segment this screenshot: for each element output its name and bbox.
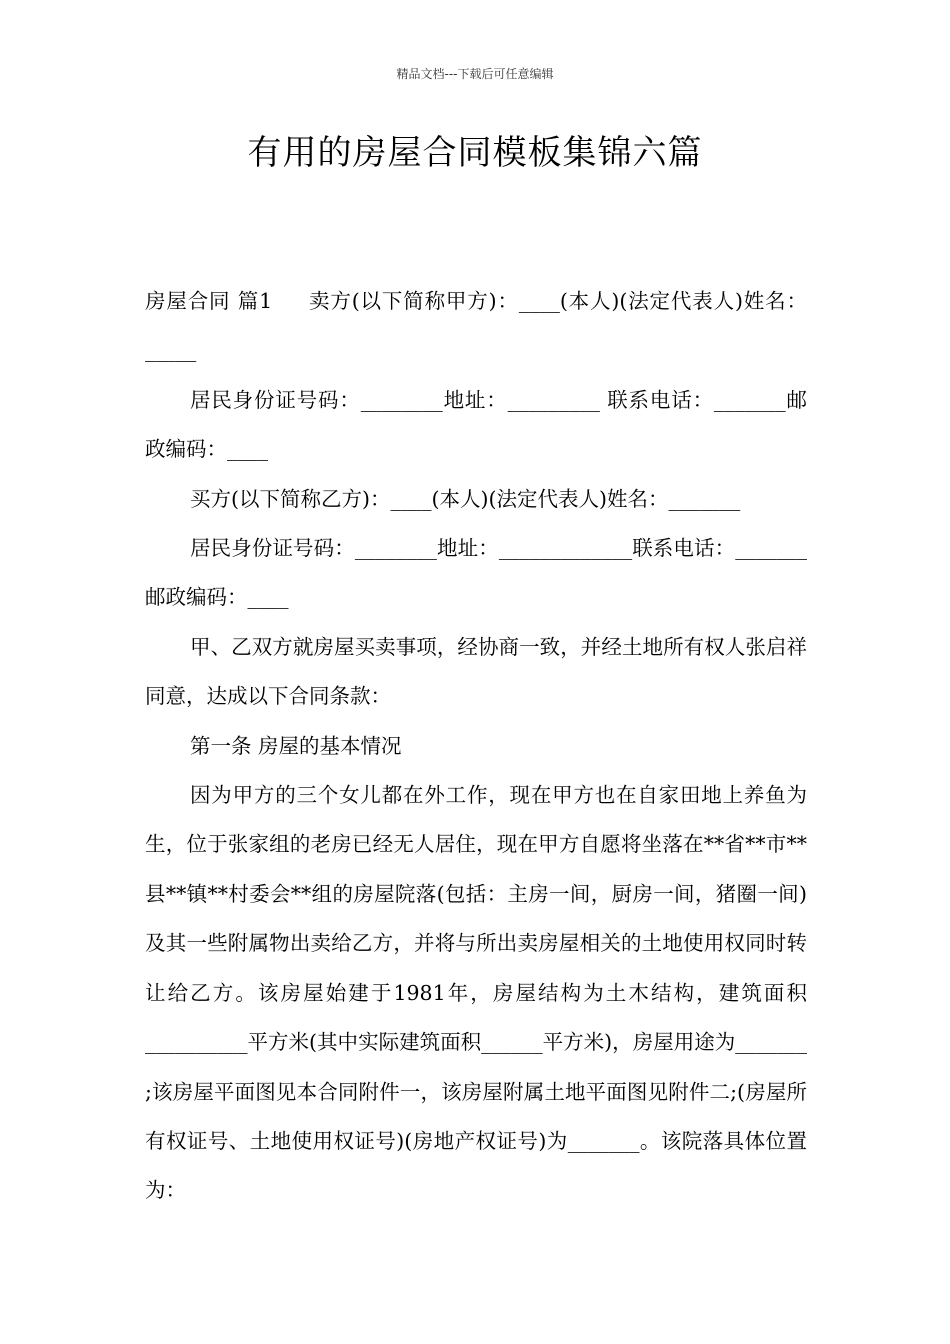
paragraph-seller-info (145, 277, 807, 376)
document-body (145, 277, 807, 1216)
article-one-heading: 第一条 房屋的基本情况 (190, 733, 402, 758)
document-title: 有用的房屋合同模板集锦六篇 (247, 133, 703, 173)
section-heading: 房屋合同 篇1 (145, 289, 273, 313)
paragraph-buyer-contact: 居民身份证号码：________地址：_____________联系电话：_______邮政编码：____ (145, 536, 807, 610)
seller-info-text: 卖方(以下简称甲方)：____(本人)(法定代表人)姓名：_____ (145, 289, 807, 363)
paragraph-property-details: 因为甲方的三个女儿都在外工作，现在甲方也在自家田地上养鱼为生，位于张家组的老房已经无人居住，现在甲方自愿将坐落在**省**市**县**镇**村委会**组的房屋院落(包括：主房一间，厨房一间，猪圈一间)及其一些附属物出卖给乙方，并将与所出卖房屋相关的土地使用权同时转让给乙方。该房屋始建于1981年，房屋结构为土木结构，建筑面积__________平方米(其中实际建筑面积______平方米)，房屋用途为_______ ;该房屋平面图见本合同附件一，该房屋附属土地平面图见附件二;(房屋所有权证号、土地使用权证号)(房地产权证号)为_______。该院落具体位置为： (145, 783, 807, 1203)
paragraph-agreement-intro: 甲、乙双方就房屋买卖事项，经协商一致，并经土地所有权人张启祥同意，达成以下合同条款： (145, 634, 807, 709)
header-note: 精品文档---下载后可任意编辑 (396, 67, 554, 81)
paragraph-seller-contact: 居民身份证号码：________地址：_________ 联系电话：_______邮政编码：____ (145, 387, 807, 462)
paragraph-buyer-info: 买方(以下简称乙方)：____(本人)(法定代表人)姓名：_______ (190, 486, 741, 511)
